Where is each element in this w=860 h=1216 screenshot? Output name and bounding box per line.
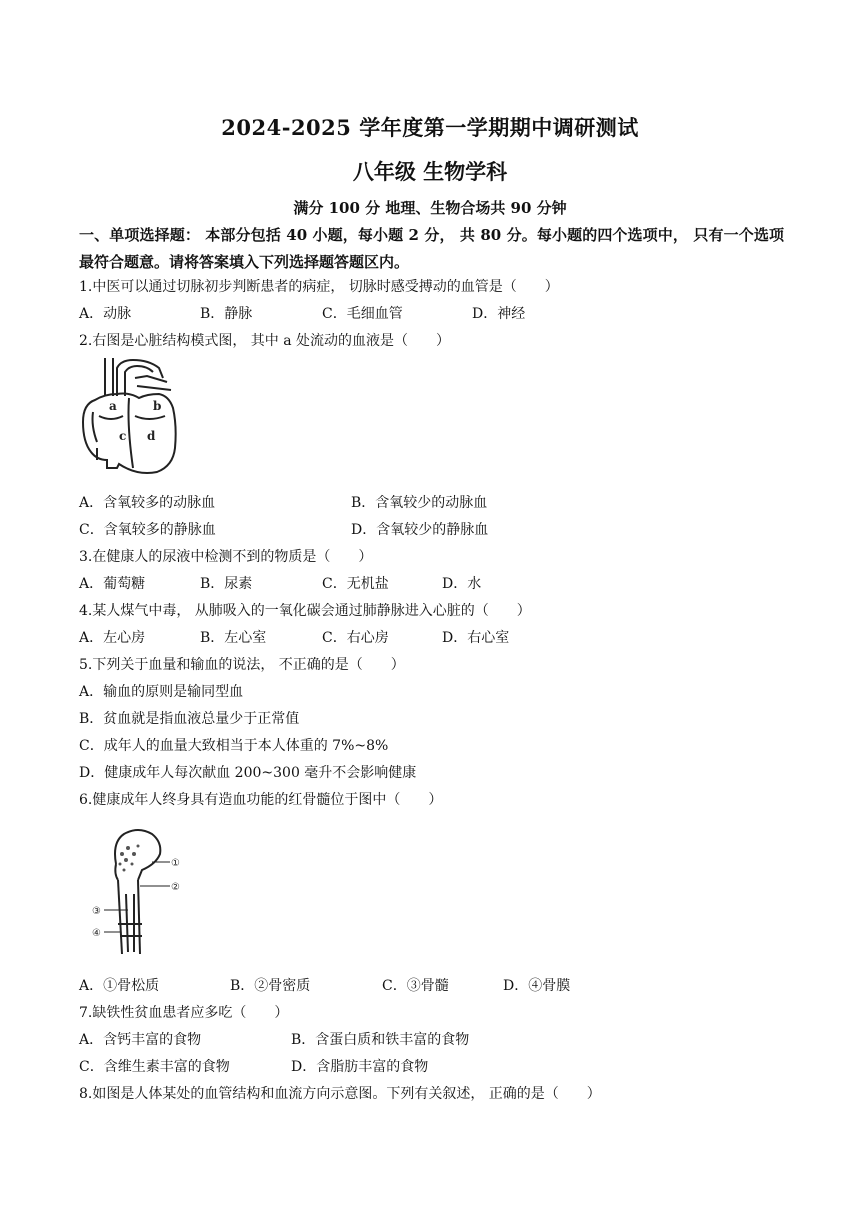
- bone-diagram: [90, 824, 186, 962]
- question-4-option-b: B．左心室: [200, 630, 267, 646]
- exam-title: 2024-2025 学年度第一学期期中调研测试: [221, 115, 639, 140]
- question-2-option-b: B．含氧较少的动脉血: [351, 495, 488, 511]
- question-7-option-c: C．含维生素丰富的食物: [79, 1059, 230, 1075]
- bone-label-3: ③: [92, 906, 101, 917]
- question-2-option-d: D．含氧较少的静脉血: [351, 522, 489, 538]
- question-3-option-a: A．葡萄糖: [79, 576, 146, 592]
- question-6-option-d: D．④骨膜: [503, 978, 571, 994]
- heart-label-c: c: [119, 429, 127, 443]
- question-5-option-b: B．贫血就是指血液总量少于正常值: [79, 711, 300, 727]
- question-4-stem: 4.某人煤气中毒， 从肺吸入的一氧化碳会通过肺静脉进入心脏的（ ）: [79, 603, 531, 619]
- question-5-stem: 5.下列关于血量和输血的说法， 不正确的是（ ）: [79, 657, 405, 673]
- question-1-option-d: D．神经: [472, 306, 526, 322]
- heart-label-b: b: [153, 399, 162, 413]
- question-7-option-a: A．含钙丰富的食物: [79, 1032, 202, 1048]
- question-6-stem: 6.健康成年人终身具有造血功能的红骨髓位于图中（ ）: [79, 792, 443, 808]
- question-5-option-c: C．成年人的血量大致相当于本人体重的 7%~8%: [79, 738, 389, 754]
- question-1-option-a: A．动脉: [79, 306, 132, 322]
- question-1-stem: 1.中医可以通过切脉初步判断患者的病症， 切脉时感受搏动的血管是（ ）: [79, 279, 559, 295]
- heart-diagram: [77, 356, 181, 478]
- question-4-option-a: A．左心房: [79, 630, 146, 646]
- heart-label-a: a: [109, 399, 117, 413]
- question-3-option-d: D．水: [442, 576, 482, 592]
- question-4-option-c: C．右心房: [322, 630, 389, 646]
- question-8-stem: 8.如图是人体某处的血管结构和血流方向示意图。下列有关叙述， 正确的是（ ）: [79, 1086, 601, 1102]
- question-4-option-d: D．右心室: [442, 630, 510, 646]
- question-2-option-a: A．含氧较多的动脉血: [79, 495, 216, 511]
- bone-label-2: ②: [171, 882, 180, 893]
- heart-label-d: d: [147, 429, 156, 443]
- exam-info: 满分 100 分 地理、生物合场共 90 分钟: [293, 199, 567, 217]
- bone-label-1: ①: [171, 858, 180, 869]
- bone-label-4: ④: [92, 928, 101, 939]
- exam-subtitle: 八年级 生物学科: [352, 159, 508, 184]
- question-5-option-a: A．输血的原则是输同型血: [79, 684, 244, 700]
- question-1-option-c: C．毛细血管: [322, 306, 403, 322]
- section-instruction: 一、单项选择题： 本部分包括 40 小题，每小题 2 分， 共 80 分。每小题的四个选项中， 只有一个选项最符合题意。请将答案填入下列选择题答题区内。: [79, 226, 784, 271]
- question-5-option-d: D．健康成年人每次献血 200~300 毫升不会影响健康: [79, 765, 417, 781]
- question-6-option-b: B．②骨密质: [230, 978, 311, 994]
- question-7-stem: 7.缺铁性贫血患者应多吃（ ）: [79, 1005, 289, 1021]
- question-7-option-d: D．含脂肪丰富的食物: [291, 1059, 429, 1075]
- question-2-stem: 2.右图是心脏结构模式图， 其中 a 处流动的血液是（ ）: [79, 333, 451, 349]
- question-3-option-c: C．无机盐: [322, 576, 389, 592]
- question-6-option-a: A．①骨松质: [79, 978, 160, 994]
- question-7-option-b: B．含蛋白质和铁丰富的食物: [291, 1032, 470, 1048]
- question-3-stem: 3.在健康人的尿液中检测不到的物质是（ ）: [79, 549, 373, 565]
- question-3-option-b: B．尿素: [200, 576, 253, 592]
- question-1-option-b: B．静脉: [200, 306, 253, 322]
- question-6-option-c: C．③骨髓: [382, 978, 449, 994]
- question-2-option-c: C．含氧较多的静脉血: [79, 522, 216, 538]
